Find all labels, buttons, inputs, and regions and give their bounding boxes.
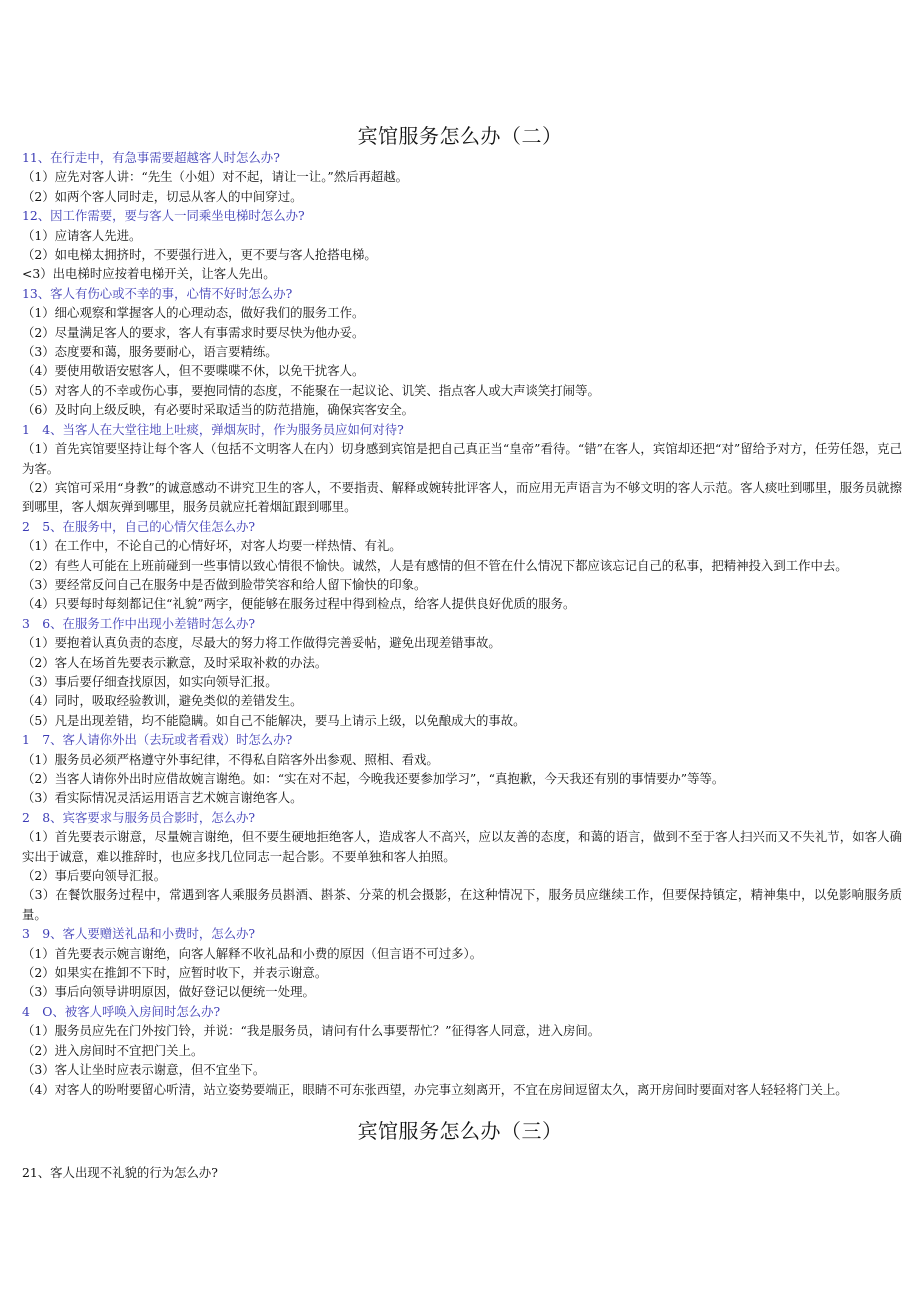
- answer-line: （6）及时向上级反映，有必要时采取适当的防范措施，确保宾客安全。: [22, 402, 414, 418]
- answer-line: （2）如果实在推卸不下时，应暂时收下，并表示谢意。: [22, 965, 328, 981]
- answer-line: （1）首先要表示谢意，尽量婉言谢绝，但不要生硬地拒绝客人，造成客人不高兴，应以友善的态度，和蔼的语言，做到不至于客人扫兴而又不失礼节，如客人确实出于诚意，难以推辞时，也应多找几位同志一起合影。不要单独和客人拍照。: [22, 829, 902, 864]
- section-title-2: 宾馆服务怎么办（二）: [357, 124, 563, 148]
- answer-line: （3）在餐饮服务过程中，常遇到客人乘服务员斟酒、斟茶、分菜的机会摄影，在这种情况下，服务员应继续工作，但要保持镇定，精神集中，以免影响服务质量。: [22, 887, 902, 922]
- answer-line: （1）要抱着认真负责的态度，尽最大的努力将工作做得完善妥帖，避免出现差错事故。: [22, 635, 501, 651]
- answer-line: （1）细心观察和掌握客人的心理动态，做好我们的服务工作。: [22, 305, 365, 321]
- answer-line: （1）在工作中，不论自己的心情好坏，对客人均要一样热情、有礼。: [22, 538, 402, 554]
- question-line: 1 4、当客人在大堂往地上吐痰，弹烟灰时，作为服务员应如何对待?: [22, 421, 404, 437]
- answer-line: （3）要经常反问自己在服务中是否做到脸带笑容和给人留下愉快的印象。: [22, 576, 427, 592]
- answer-line: 21、客人出现不礼貌的行为怎么办?: [22, 1165, 218, 1180]
- answer-line: （1）应先对客人讲：“先生（小姐）对不起，请让一让。”然后再超越。: [22, 169, 409, 185]
- section-body-2: [22, 148, 902, 1099]
- answer-line: （1）应请客人先进。: [22, 227, 142, 243]
- question-line: 1 7、客人请你外出（去玩或者看戏）时怎么办?: [22, 732, 293, 748]
- answer-line: （4）要使用敬语安慰客人，但不要喋喋不休，以免干扰客人。: [22, 363, 365, 379]
- answer-line: （2）进入房间时不宜把门关上。: [22, 1042, 204, 1058]
- question-line: 12、因工作需要，要与客人一同乘坐电梯时怎么办?: [22, 208, 305, 224]
- answer-line: （3）客人让坐时应表示谢意，但不宜坐下。: [22, 1062, 266, 1078]
- answer-line: （2）如电梯太拥挤时，不要强行进入，更不要与客人抢搭电梯。: [22, 247, 377, 263]
- answer-line: （1）服务员应先在门外按门铃，并说：“我是服务员，请问有什么事要帮忙？”征得客人同意，进入房间。: [22, 1023, 601, 1039]
- section-title-3: 宾馆服务怎么办（三）: [357, 1119, 563, 1143]
- answer-line: （1）首先宾馆要坚持让每个客人（包括不文明客人在内）切身感到宾馆是把自己真正当“皇帝”看待。“错”在客人，宾馆却还把“对”留给予对方，任劳任怨，克己为客。: [22, 441, 902, 476]
- question-line: 4 O、被客人呼唤入房间时怎么办?: [22, 1003, 221, 1019]
- answer-line: （5）对客人的不幸或伤心事，要抱同情的态度，不能聚在一起议论、讥笑、指点客人或大声谈笑打闹等。: [22, 382, 600, 398]
- answer-line: （2）当客人请你外出时应借故婉言谢绝。如：“实在对不起，今晚我还要参加学习”，“真抱歉，今天我还有别的事情要办”等等。: [22, 771, 725, 786]
- answer-line: （4）对客人的吩咐要留心听清，站立姿势要端正，眼睛不可东张西望，办完事立刻离开，不宜在房间逗留太久，离开房间时要面对客人轻轻将门关上。: [22, 1081, 848, 1097]
- answer-line: （4）同时，吸取经验教训，避免类似的差错发生。: [22, 693, 303, 709]
- answer-line: （5）凡是出现差错，均不能隐瞒。如自己不能解决，要马上请示上级，以免酿成大的事故。: [22, 712, 526, 728]
- answer-line: （1）首先要表示婉言谢绝，向客人解释不收礼品和小费的原因（但言语不可过多）。: [22, 945, 483, 961]
- answer-line: （1）服务员必须严格遵守外事纪律，不得私自陪客外出参观、照相、看戏。: [22, 751, 439, 767]
- answer-line: （2）有些人可能在上班前碰到一些事情以致心情很不愉快。诚然，人是有感情的但不管在什么情况下都应该忘记自己的私事，把精神投入到工作中去。: [22, 557, 848, 573]
- answer-line: （4）只要每时每刻都记住“礼貌”两字，便能够在服务过程中得到检点，给客人提供良好优质的服务。: [22, 596, 576, 612]
- answer-line: （2）客人在场首先要表示歉意，及时采取补救的办法。: [22, 654, 328, 670]
- answer-line: （2）事后要向领导汇报。: [22, 868, 167, 884]
- answer-line: （2）宾馆可采用“身教”的诚意感动不讲究卫生的客人，不要指责、解释或婉转批评客人，而应用无声语言为不够文明的客人示范。客人痰吐到哪里，服务员就擦到哪里，客人烟灰弹到哪里，服务员就应托着烟缸跟到哪里。: [22, 479, 902, 515]
- answer-line: （3）事后要仔细查找原因，如实向领导汇报。: [22, 673, 278, 689]
- question-line: 2 8、宾客要求与服务员合影时，怎么办?: [22, 809, 256, 825]
- question-line: 3 9、客人要赠送礼品和小费时，怎么办?: [22, 926, 256, 942]
- question-line: 3 6、在服务工作中出现小差错时怎么办?: [22, 615, 256, 631]
- answer-line: （3）看实际情况灵活运用语言艺术婉言谢绝客人。: [22, 790, 303, 806]
- answer-line: （3）事后向领导讲明原因，做好登记以便统一处理。: [22, 984, 315, 1000]
- question-line: 13、客人有伤心或不幸的事，心情不好时怎么办?: [22, 285, 293, 301]
- answer-line: （2）尽量满足客人的要求，客人有事需求时要尽快为他办妥。: [22, 324, 365, 340]
- answer-line: <3）出电梯时应按着电梯开关，让客人先出。: [22, 266, 276, 282]
- section-body-3: [22, 1163, 902, 1182]
- question-line: 2 5、在服务中，自己的心情欠佳怎么办?: [22, 518, 256, 534]
- answer-line: （2）如两个客人同时走，切忌从客人的中间穿过。: [22, 188, 303, 204]
- question-line: 11、在行走中，有急事需要超越客人时怎么办?: [22, 150, 280, 165]
- answer-line: （3）态度要和蔼，服务要耐心，语言要精练。: [22, 344, 278, 360]
